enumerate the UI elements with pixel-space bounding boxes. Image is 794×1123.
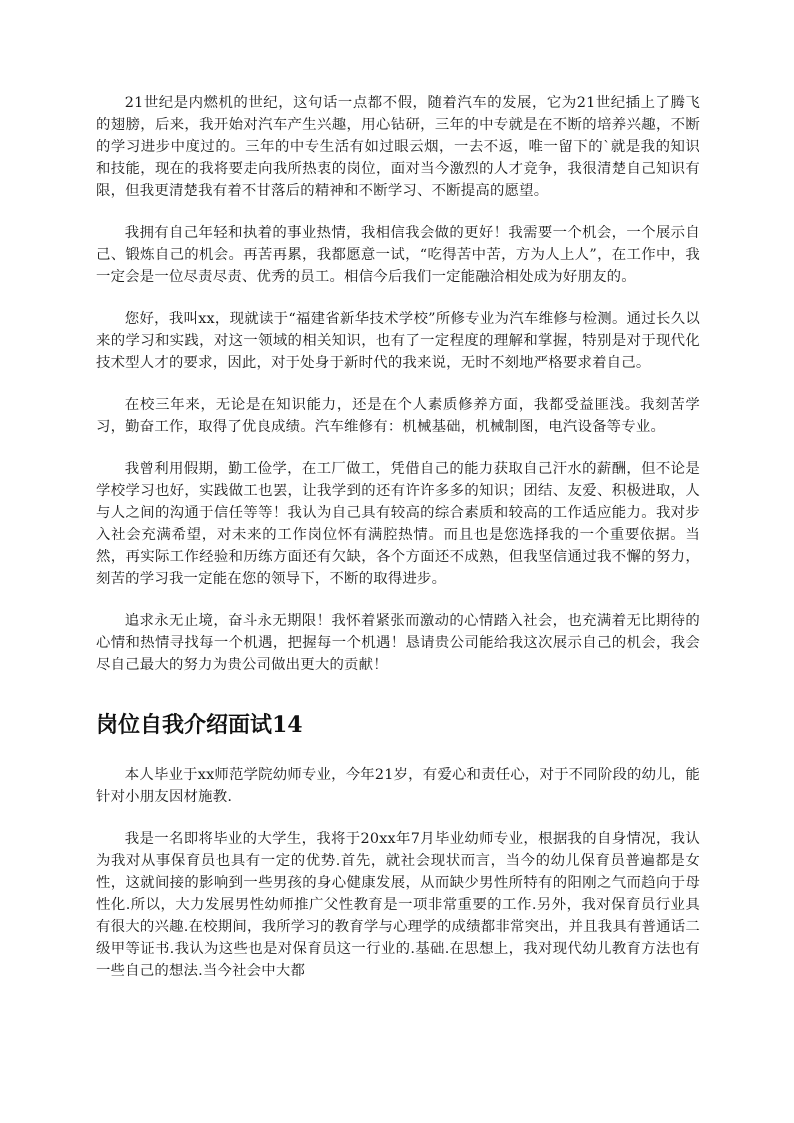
paragraph-closing-appeal: 追求永无止境，奋斗永无期限！我怀着紧张而激动的心情踏入社会，也充满着无比期待的心情和热情寻找每一个机遇，把握每一个机遇！恳请贵公司能给我这次展示自己的机会，我会尽自己最大的努力为贵公司做出更大的贡献！: [96, 613, 700, 673]
paragraph-graduate-intro: 本人毕业于xx师范学院幼师专业，今年21岁，有爱心和责任心，对于不同阶段的幼儿，能针对小朋友因材施教.: [96, 767, 700, 805]
section-heading: 岗位自我介绍面试14: [96, 712, 303, 738]
document-page: [96, 92, 700, 1002]
paragraph-self-introduction: 您好，我叫xx，现就读于“福建省新华技术学校”所修专业为汽车维修与检测。通过长久以来的学习和实践，对这一领域的相关知识，也有了一定程度的理解和掌握，特别是对于现代化技术型人才的要求，因此，对于处身于新时代的我来说，无时不刻地严格要求着自己。: [96, 311, 700, 371]
paragraph-childcare-advantages: 我是一名即将毕业的大学生，我将于20xx年7月毕业幼师专业，根据我的自身情况，我认为我对从事保育员也具有一定的优势.首先，就社会现状而言，当今的幼儿保育员普遍都是女性，这就间接的影响到一些男孩的身心健康发展，从而缺少男性所特有的阳刚之气而趋向于母性化.所以，大力发展男性幼师推广父性教育是一项非常重要的工作.另外，我对保育员行业具有很大的兴趣.在校期间，我所学习的教育学与心理学的成绩都非常突出，并且我具有普通话二级甲等证书.我认为这些也是对保育员这一行业的.基础.在思想上，我对现代幼儿教育方法也有一些自己的想法.当今社会中大都: [96, 831, 700, 979]
paragraph-work-study: 我曾利用假期，勤工俭学，在工厂做工，凭借自己的能力获取自己汗水的薪酬，但不论是学校学习也好，实践做工也罢，让我学到的还有许许多多的知识；团结、友爱、积极进取，人与人之间的沟通于信任等等！我认为自己具有较高的综合素质和较高的工作适应能力。我对步入社会充满希望，对未来的工作岗位怀有满腔热情。而且也是您选择我的一个重要依据。当然，再实际工作经验和历练方面还有欠缺，各个方面还不成熟，但我坚信通过我不懈的努力，刻苦的学习我一定能在您的领导下，不断的取得进步。: [96, 461, 700, 587]
paragraph-school-achievements: 在校三年来，无论是在知识能力，还是在个人素质修养方面，我都受益匪浅。我刻苦学习，勤奋工作，取得了优良成绩。汽车维修有：机械基础，机械制图，电汽设备等专业。: [96, 397, 700, 435]
paragraph-automotive-century: 21世纪是内燃机的世纪，这句话一点都不假，随着汽车的发展，它为21世纪插上了腾飞的翅膀，后来，我开始对汽车产生兴趣，用心钻研，三年的中专就是在不断的培养兴趣，不断的学习进步中度过的。三年的中专生活有如过眼云烟，一去不返，唯一留下的`就是我的知识和技能，现在的我将要走向我所热衷的岗位，面对当今激烈的人才竞争，我很清楚自己知识有限，但我更清楚我有着不甘落后的精神和不断学习、不断提高的愿望。: [96, 95, 700, 199]
paragraph-career-enthusiasm: 我拥有自己年轻和执着的事业热情，我相信我会做的更好！我需要一个机会，一个展示自己、锻炼自己的机会。再苦再累，我都愿意一试，“吃得苦中苦，方为人上人”，在工作中，我一定会是一位尽责尽责、优秀的员工。相信今后我们一定能融洽相处成为好朋友的。: [96, 225, 700, 285]
